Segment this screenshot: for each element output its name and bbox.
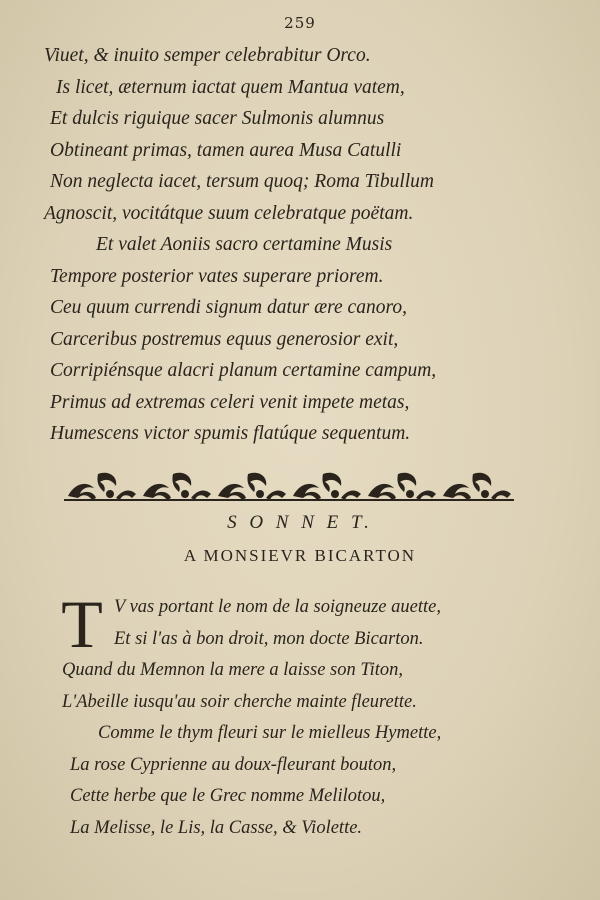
verse-line: Obtineant primas, tamen aurea Musa Catulli — [50, 139, 402, 161]
verse-line: Et valet Aoniis sacro certamine Musis — [96, 234, 393, 255]
sonnet-block — [61, 586, 542, 844]
verse-line: Tempore posterior vates superare priorem. — [50, 265, 384, 287]
sonnet-line: L'Abeille iusqu'au soir cherche mainte fleurette. — [62, 691, 417, 712]
sonnet-line: V vas portant le nom de la soigneuze auette, — [114, 597, 441, 617]
sonnet-line: Et si l'as à bon droit, mon docte Bicarton. — [114, 628, 424, 649]
verse-line: Non neglecta iacet, tersum quoq; Roma Tibullum — [50, 171, 435, 192]
latin-verse-block — [44, 40, 564, 450]
verse-line: Primus ad extremas celeri venit impete metas, — [50, 391, 410, 413]
verse-line: Humescens victor spumis flatúque sequentum. — [50, 423, 411, 444]
verse-line: Viuet, & inuito semper celebrabitur Orco. — [44, 45, 371, 66]
fleuron-ornament-band — [64, 466, 514, 504]
sonnet-title: S O N N E T. — [227, 512, 373, 533]
drop-cap: T — [61, 586, 103, 662]
page-number: 259 — [284, 14, 316, 32]
verse-line: Corripiénsque alacri planum certamine campum, — [50, 360, 437, 381]
sonnet-line: Comme le thym fleuri sur le mielleus Hymette, — [98, 723, 442, 743]
verse-line: Carceribus postremus equus generosior exit, — [50, 328, 399, 350]
sonnet-line: Cette herbe que le Grec nomme Melilotou, — [70, 786, 386, 806]
verse-line: Is licet, æternum iactat quem Mantua vatem, — [56, 76, 405, 98]
verse-line: Agnoscit, vocitátque suum celebratque poëtam. — [44, 202, 414, 224]
sonnet-line: La Melisse, le Lis, la Casse, & Violette. — [70, 817, 363, 838]
sonnet-line: La rose Cyprienne au doux-fleurant bouton, — [70, 754, 397, 775]
verse-line: Et dulcis riguique sacer Sulmonis alumnus — [50, 108, 385, 129]
sonnet-line: Quand du Memnon la mere a laisse son Titon, — [62, 660, 404, 680]
verse-line: Ceu quum currendi signum datur ære canoro, — [50, 297, 407, 318]
sonnet-dedication: A MONSIEVR BICARTON — [183, 546, 417, 565]
